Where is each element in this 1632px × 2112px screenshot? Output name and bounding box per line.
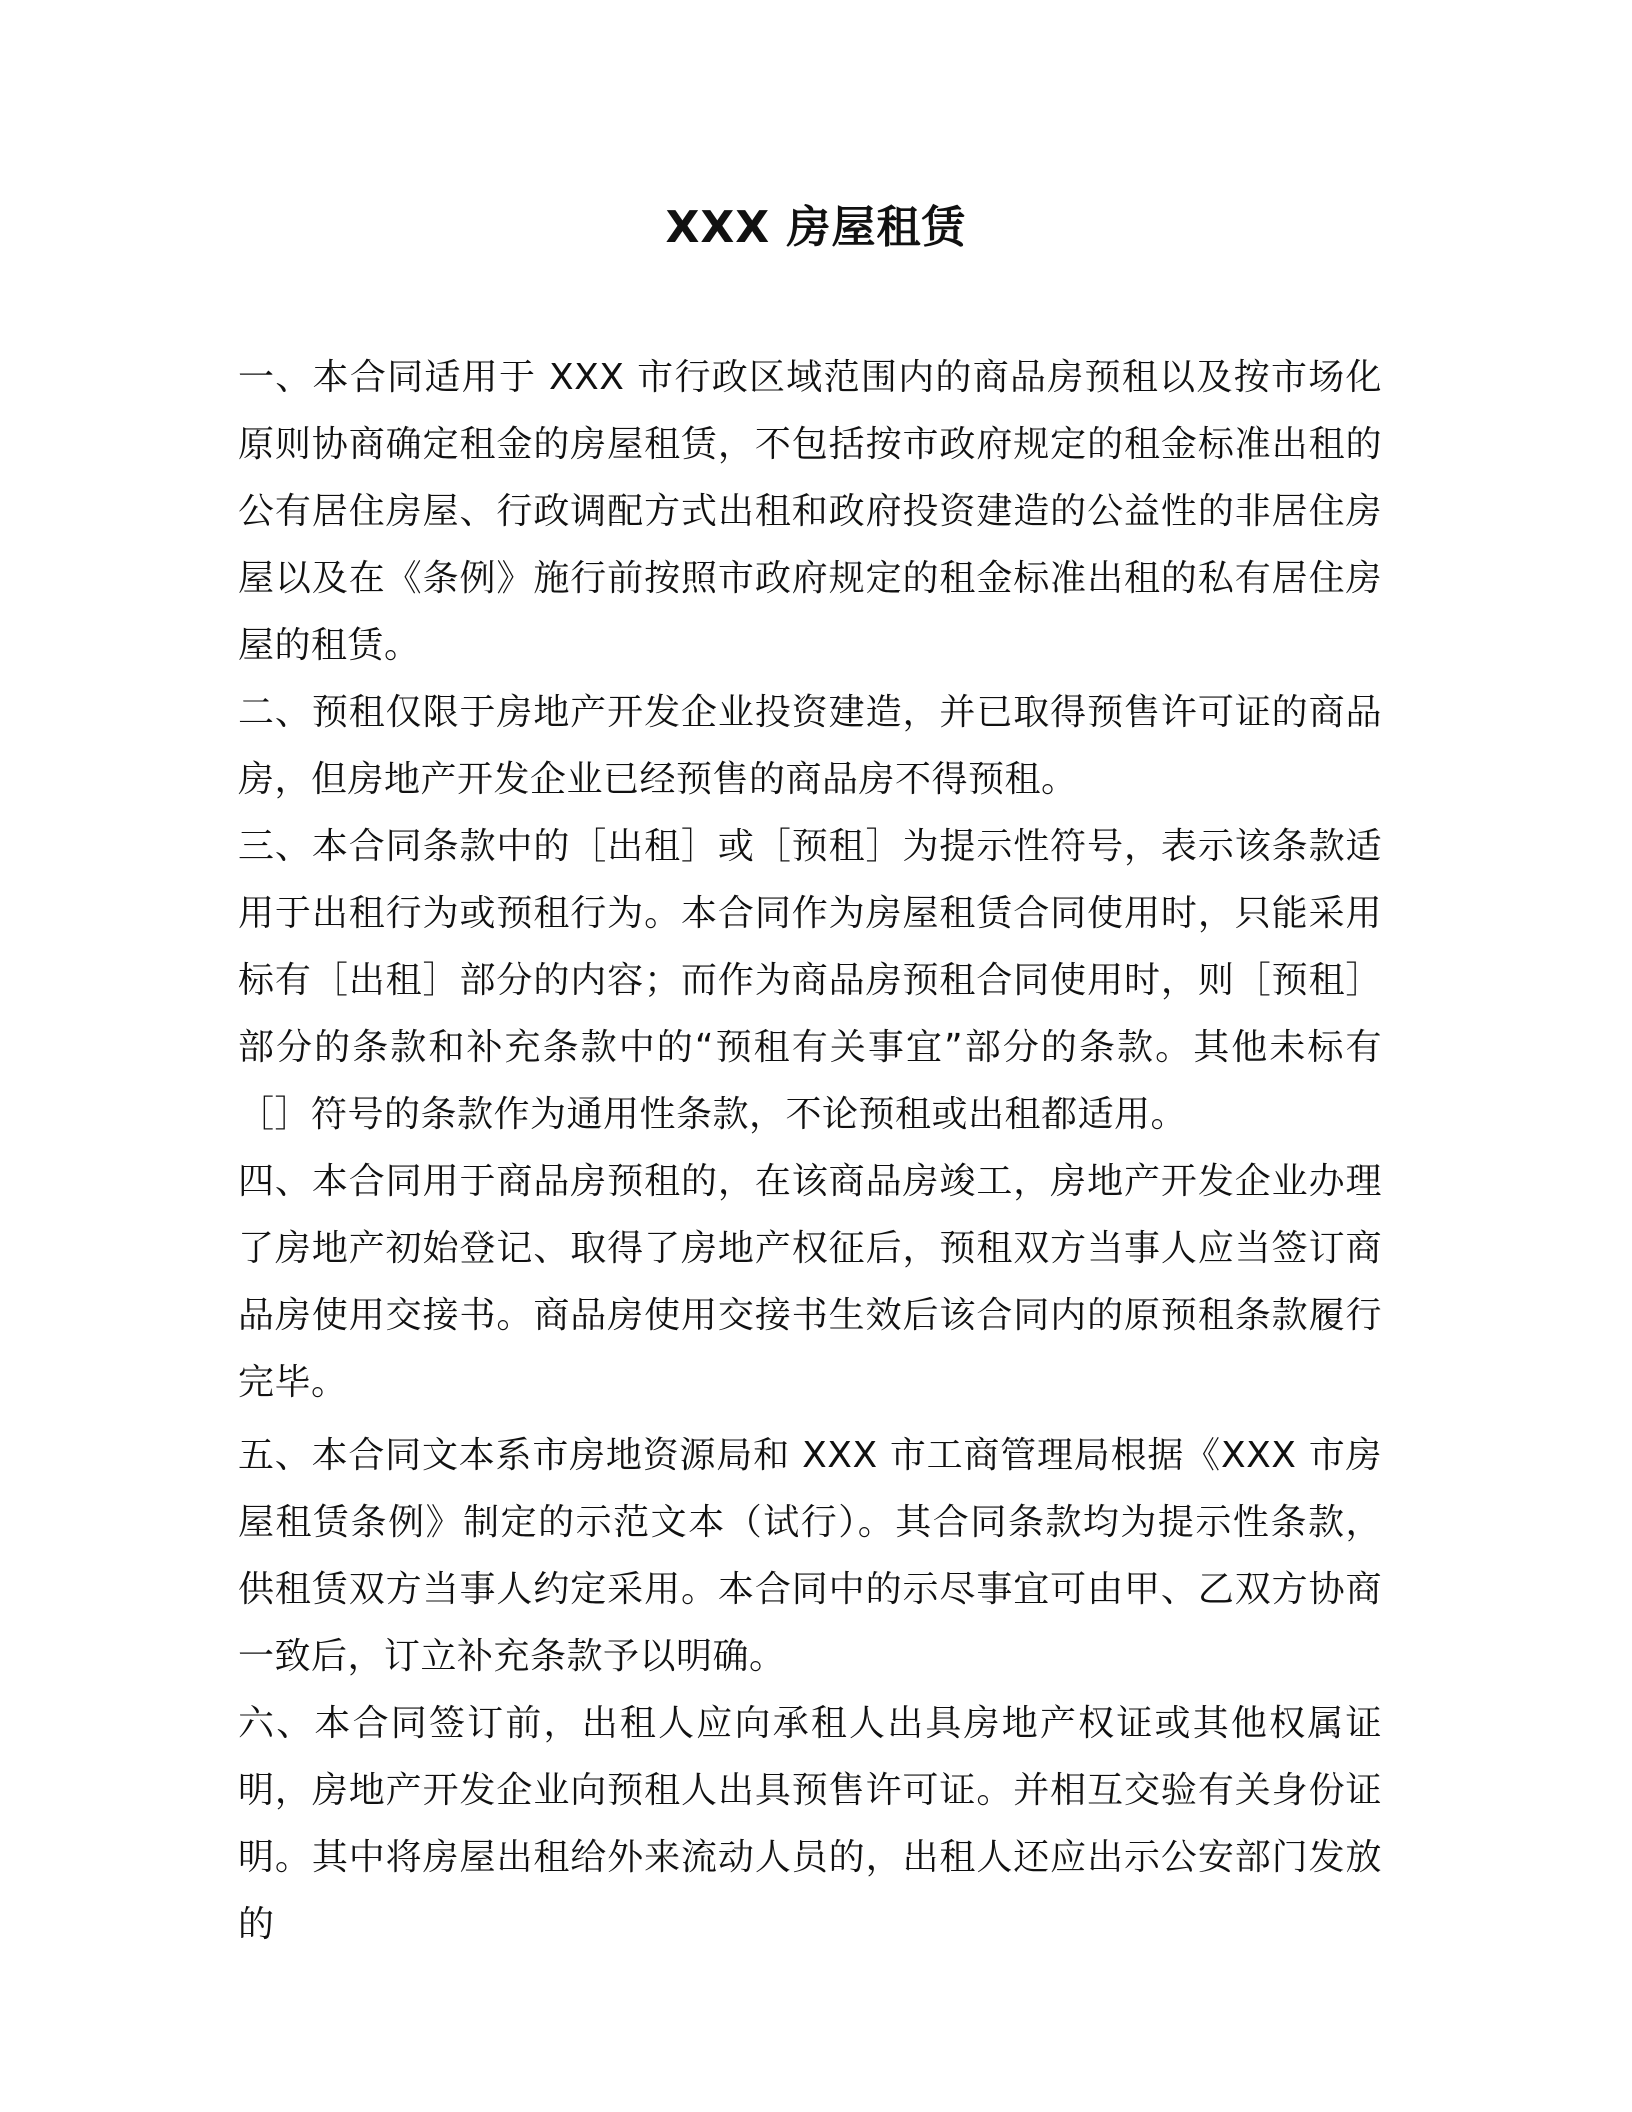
clause-1: 一、本合同适用于 XXX 市行政区域范围内的商品房预租以及按市场化原则协商确定租金的房屋租赁，不包括按市政府规定的租金标准出租的公有居住房屋、行政调配方式出租和政府投资建造的公益性的非居住房屋以及在《条例》施行前按照市政府规定的租金标准出租的私有居住房屋的租赁。 — [238, 357, 1382, 666]
document-title: XXX 房屋租赁 — [665, 202, 967, 253]
clause-5: 五、本合同文本系市房地资源局和 XXX 市工商管理局根据《XXX 市房屋租赁条例》制定的示范文本（试行）。其合同条款均为提示性条款，供租赁双方当事人约定采用。本合同中的示尽事宜可由甲、乙双方协商一致后，订立补充条款予以明确。 — [238, 1435, 1382, 1677]
clause-3: 三、本合同条款中的［出租］或［预租］为提示性符号，表示该条款适用于出租行为或预租行为。本合同作为房屋租赁合同使用时，只能采用标有［出租］部分的内容；而作为商品房预租合同使用时，则［预租］部分的条款和补充条款中的“预租有关事宜”部分的条款。其他未标有［］符号的条款作为通用性条款，不论预租或出租都适用。 — [238, 826, 1382, 1135]
clause-2: 二、预租仅限于房地产开发企业投资建造，并已取得预售许可证的商品房，但房地产开发企业已经预售的商品房不得预租。 — [238, 692, 1382, 800]
document-body — [238, 344, 1382, 1958]
clause-4: 四、本合同用于商品房预租的，在该商品房竣工，房地产开发企业办理了房地产初始登记、取得了房地产权征后，预租双方当事人应当签订商品房使用交接书。商品房使用交接书生效后该合同内的原预租条款履行完毕。 — [238, 1161, 1382, 1403]
clause-6: 六、本合同签订前，出租人应向承租人出具房地产权证或其他权属证明，房地产开发企业向预租人出具预售许可证。并相互交验有关身份证明。其中将房屋出租给外来流动人员的，出租人还应出示公安部门发放的 — [238, 1703, 1382, 1945]
